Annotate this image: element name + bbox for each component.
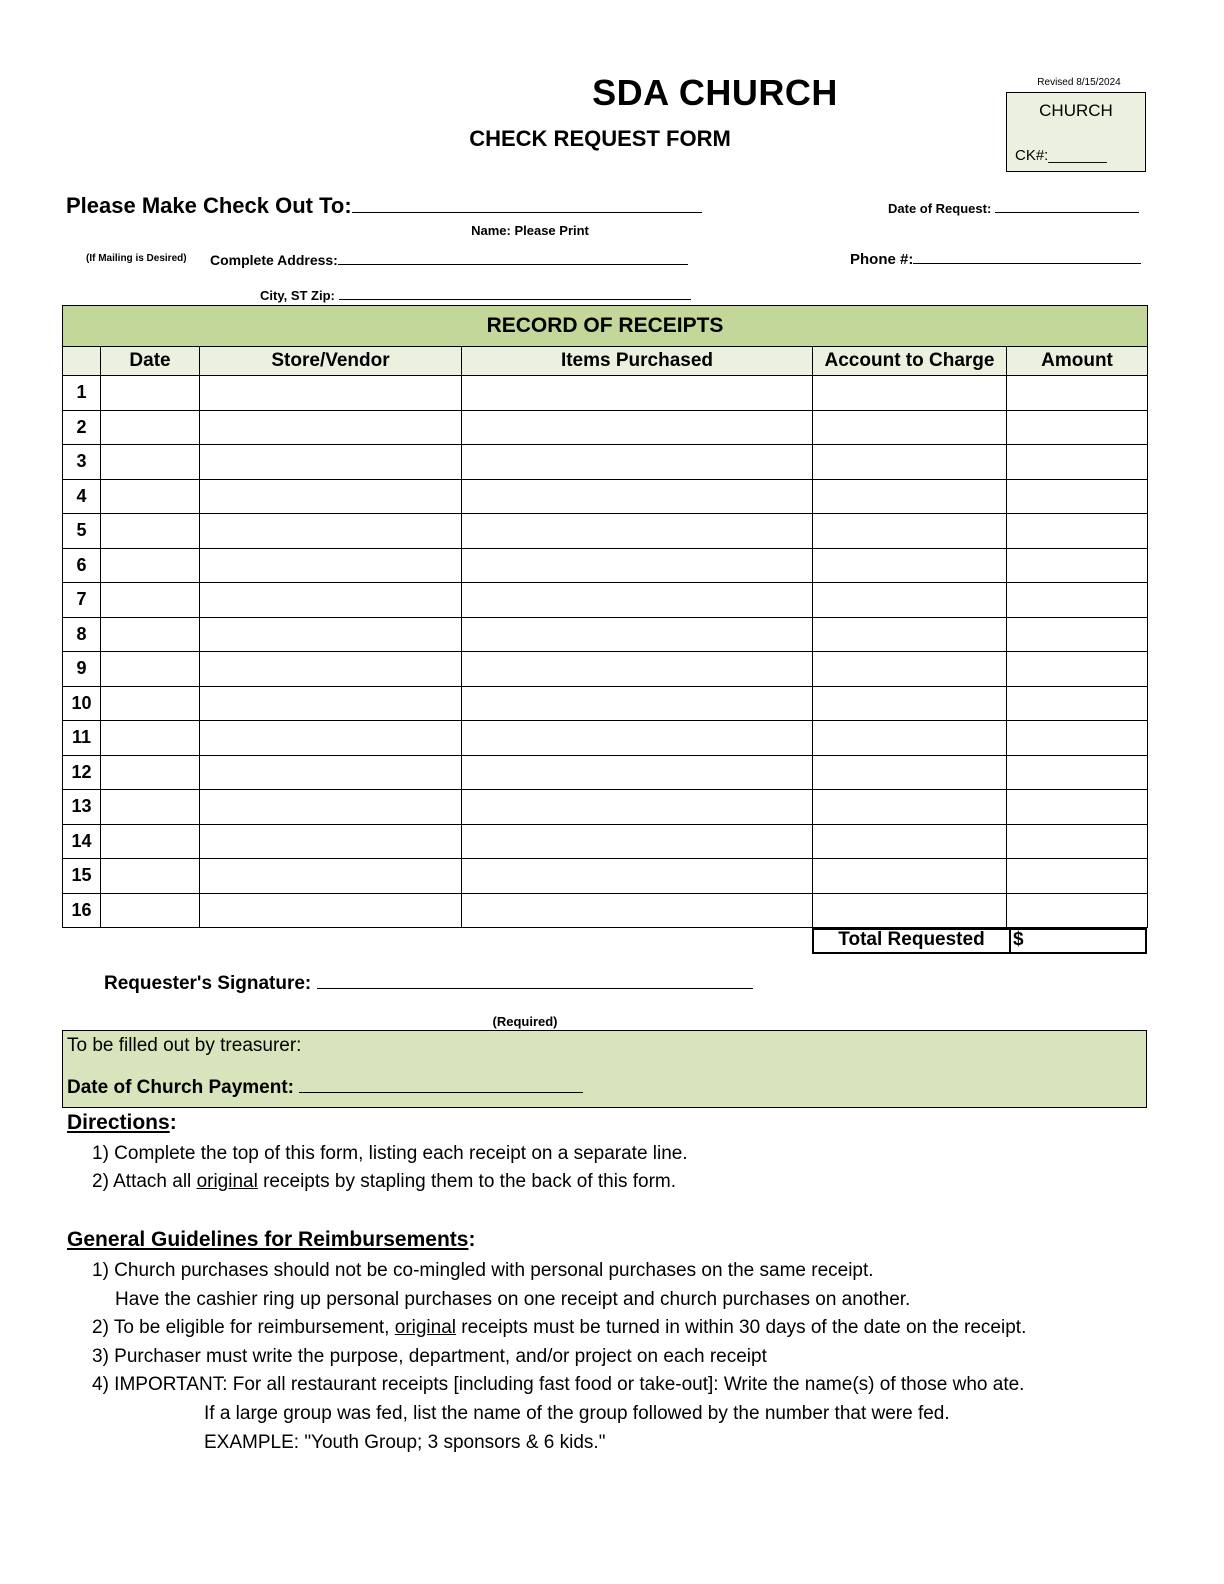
row-number: 9 [63, 652, 101, 687]
cell-date[interactable] [101, 790, 200, 825]
row-number: 12 [63, 755, 101, 790]
row-number: 15 [63, 859, 101, 894]
row-number: 14 [63, 824, 101, 859]
cell-store-vendor[interactable] [200, 410, 462, 445]
guideline-1: 1) Church purchases should not be co-mingled with personal purchases on the same receipt. [92, 1260, 874, 1281]
cell-store-vendor[interactable] [200, 686, 462, 721]
cell-store-vendor[interactable] [200, 755, 462, 790]
guideline-3: 3) Purchaser must write the purpose, department, and/or project on each receipt [92, 1346, 767, 1367]
request-date-field[interactable] [995, 200, 1139, 213]
cell-account[interactable] [813, 583, 1007, 618]
column-header-account: Account to Charge [813, 347, 1007, 376]
cell-date[interactable] [101, 479, 200, 514]
cell-store-vendor[interactable] [200, 376, 462, 411]
phone-field[interactable] [913, 249, 1141, 264]
cell-amount[interactable] [1007, 410, 1148, 445]
cell-store-vendor[interactable] [200, 617, 462, 652]
directions-heading: Directions: [67, 1111, 177, 1134]
receipts-table [62, 305, 1148, 928]
signature-label: Requester's Signature: [104, 973, 312, 994]
cell-amount[interactable] [1007, 790, 1148, 825]
guidelines-heading: General Guidelines for Reimbursements: [67, 1228, 476, 1251]
cell-date[interactable] [101, 686, 200, 721]
cell-amount[interactable] [1007, 686, 1148, 721]
cell-date[interactable] [101, 514, 200, 549]
cell-amount[interactable] [1007, 479, 1148, 514]
receipt-row [63, 479, 1148, 514]
direction-item-2: 2) Attach all original receipts by stapling them to the back of this form. [92, 1171, 677, 1192]
cell-date[interactable] [101, 617, 200, 652]
cell-store-vendor[interactable] [200, 721, 462, 756]
row-number: 10 [63, 686, 101, 721]
row-number: 7 [63, 583, 101, 618]
check-number-box [1006, 92, 1146, 172]
phone-label: Phone #: [850, 251, 914, 268]
cell-account[interactable] [813, 445, 1007, 480]
cell-amount[interactable] [1007, 617, 1148, 652]
row-number: 6 [63, 548, 101, 583]
cell-date[interactable] [101, 824, 200, 859]
cell-amount[interactable] [1007, 893, 1148, 928]
guideline-2: 2) To be eligible for reimbursement, original receipts must be turned in within 30 days of the date on the receipt. [92, 1317, 1027, 1338]
receipt-row [63, 755, 1148, 790]
cell-amount[interactable] [1007, 824, 1148, 859]
cell-amount[interactable] [1007, 755, 1148, 790]
church-payment-row [67, 1074, 583, 1099]
cell-account[interactable] [813, 686, 1007, 721]
receipt-row [63, 721, 1148, 756]
treasurer-section [62, 1030, 1147, 1108]
row-number: 2 [63, 410, 101, 445]
row-number: 1 [63, 376, 101, 411]
check-number-field[interactable]: CK#:_______ [1015, 147, 1107, 164]
cell-store-vendor[interactable] [200, 548, 462, 583]
cell-date[interactable] [101, 376, 200, 411]
cell-amount[interactable] [1007, 583, 1148, 618]
cell-account[interactable] [813, 376, 1007, 411]
address-row [210, 250, 688, 268]
cell-account[interactable] [813, 755, 1007, 790]
cell-date[interactable] [101, 859, 200, 894]
column-header-items-purchased: Items Purchased [462, 347, 813, 376]
cell-items-purchased[interactable] [462, 479, 813, 514]
receipt-row [63, 893, 1148, 928]
receipts-body [63, 376, 1148, 928]
cell-date[interactable] [101, 445, 200, 480]
pay-to-row [66, 192, 702, 219]
row-number: 4 [63, 479, 101, 514]
guideline-4: 4) IMPORTANT: For all restaurant receipts [including fast food or take-out]: Write the name(s) of those who ate. [92, 1374, 1025, 1395]
cell-store-vendor[interactable] [200, 479, 462, 514]
receipt-row [63, 652, 1148, 687]
cell-store-vendor[interactable] [200, 859, 462, 894]
cell-account[interactable] [813, 479, 1007, 514]
row-number: 3 [63, 445, 101, 480]
cell-items-purchased[interactable] [462, 859, 813, 894]
signature-row [104, 970, 753, 995]
receipt-row [63, 617, 1148, 652]
cell-date[interactable] [101, 410, 200, 445]
receipt-row [63, 583, 1148, 618]
cell-store-vendor[interactable] [200, 583, 462, 618]
cell-account[interactable] [813, 721, 1007, 756]
cell-store-vendor[interactable] [200, 652, 462, 687]
cell-account[interactable] [813, 548, 1007, 583]
direction-item-1: 1) Complete the top of this form, listing each receipt on a separate line. [92, 1143, 688, 1164]
city-zip-row [260, 287, 691, 303]
receipt-row [63, 790, 1148, 825]
mailing-hint: (If Mailing is Desired) [86, 253, 187, 264]
church-payment-label: Date of Church Payment: [67, 1077, 294, 1098]
cell-items-purchased[interactable] [462, 893, 813, 928]
cell-account[interactable] [813, 514, 1007, 549]
cell-items-purchased[interactable] [462, 652, 813, 687]
check-box-church-label: CHURCH [1039, 101, 1113, 120]
cell-amount[interactable] [1007, 514, 1148, 549]
cell-account[interactable] [813, 617, 1007, 652]
cell-items-purchased[interactable] [462, 686, 813, 721]
receipts-title: RECORD OF RECEIPTS [63, 306, 1148, 347]
total-requested-label: Total Requested [814, 930, 1011, 952]
guideline-1-continued: Have the cashier ring up personal purchases on one receipt and church purchases on another. [115, 1289, 911, 1310]
cell-account[interactable] [813, 893, 1007, 928]
cell-amount[interactable] [1007, 376, 1148, 411]
phone-row [850, 249, 1141, 268]
column-header-store-vendor: Store/Vendor [200, 347, 462, 376]
city-zip-field[interactable] [339, 287, 691, 300]
receipt-row [63, 376, 1148, 411]
receipt-row [63, 410, 1148, 445]
name-hint: Name: Please Print [471, 223, 589, 238]
guideline-4-continued: If a large group was fed, list the name of the group followed by the number that were fed. [204, 1403, 950, 1424]
address-field[interactable] [338, 250, 688, 265]
column-header-amount: Amount [1007, 347, 1148, 376]
cell-account[interactable] [813, 410, 1007, 445]
row-number: 16 [63, 893, 101, 928]
cell-items-purchased[interactable] [462, 376, 813, 411]
cell-date[interactable] [101, 893, 200, 928]
city-zip-label: City, ST Zip: [260, 288, 335, 303]
cell-amount[interactable] [1007, 721, 1148, 756]
receipt-row [63, 824, 1148, 859]
cell-items-purchased[interactable] [462, 548, 813, 583]
signature-required-note: (Required) [492, 1014, 558, 1029]
row-number-header [63, 347, 101, 376]
cell-items-purchased[interactable] [462, 445, 813, 480]
cell-account[interactable] [813, 790, 1007, 825]
cell-items-purchased[interactable] [462, 514, 813, 549]
receipt-row [63, 548, 1148, 583]
cell-items-purchased[interactable] [462, 410, 813, 445]
request-date-label: Date of Request: [888, 201, 992, 216]
cell-store-vendor[interactable] [200, 445, 462, 480]
cell-date[interactable] [101, 755, 200, 790]
receipt-row [63, 514, 1148, 549]
total-requested-field[interactable]: $ [1013, 929, 1024, 950]
cell-account[interactable] [813, 652, 1007, 687]
form-subtitle: CHECK REQUEST FORM [469, 126, 731, 151]
address-label: Complete Address: [210, 252, 338, 268]
guideline-4-example: EXAMPLE: "Youth Group; 3 sponsors & 6 kids." [204, 1432, 606, 1453]
column-header-date: Date [101, 347, 200, 376]
receipt-row [63, 859, 1148, 894]
cell-date[interactable] [101, 548, 200, 583]
cell-account[interactable] [813, 824, 1007, 859]
cell-account[interactable] [813, 859, 1007, 894]
cell-store-vendor[interactable] [200, 824, 462, 859]
receipt-row [63, 445, 1148, 480]
receipt-row [63, 686, 1148, 721]
row-number: 5 [63, 514, 101, 549]
row-number: 13 [63, 790, 101, 825]
cell-items-purchased[interactable] [462, 790, 813, 825]
form-title: SDA CHURCH [592, 72, 838, 113]
cell-items-purchased[interactable] [462, 583, 813, 618]
cell-date[interactable] [101, 721, 200, 756]
cell-date[interactable] [101, 583, 200, 618]
cell-items-purchased[interactable] [462, 755, 813, 790]
cell-items-purchased[interactable] [462, 617, 813, 652]
church-payment-field[interactable] [299, 1074, 583, 1093]
cell-store-vendor[interactable] [200, 514, 462, 549]
request-date-row [888, 200, 1139, 216]
signature-field[interactable] [317, 970, 753, 989]
row-number: 8 [63, 617, 101, 652]
cell-items-purchased[interactable] [462, 824, 813, 859]
pay-to-field[interactable] [352, 192, 702, 213]
cell-amount[interactable] [1007, 548, 1148, 583]
cell-amount[interactable] [1007, 652, 1148, 687]
cell-date[interactable] [101, 652, 200, 687]
revised-date: Revised 8/15/2024 [1037, 77, 1121, 88]
treasurer-note: To be filled out by treasurer: [67, 1035, 302, 1056]
cell-amount[interactable] [1007, 859, 1148, 894]
cell-items-purchased[interactable] [462, 721, 813, 756]
cell-store-vendor[interactable] [200, 893, 462, 928]
total-requested-row [812, 928, 1147, 954]
cell-amount[interactable] [1007, 445, 1148, 480]
pay-to-label: Please Make Check Out To: [66, 193, 352, 218]
row-number: 11 [63, 721, 101, 756]
cell-store-vendor[interactable] [200, 790, 462, 825]
